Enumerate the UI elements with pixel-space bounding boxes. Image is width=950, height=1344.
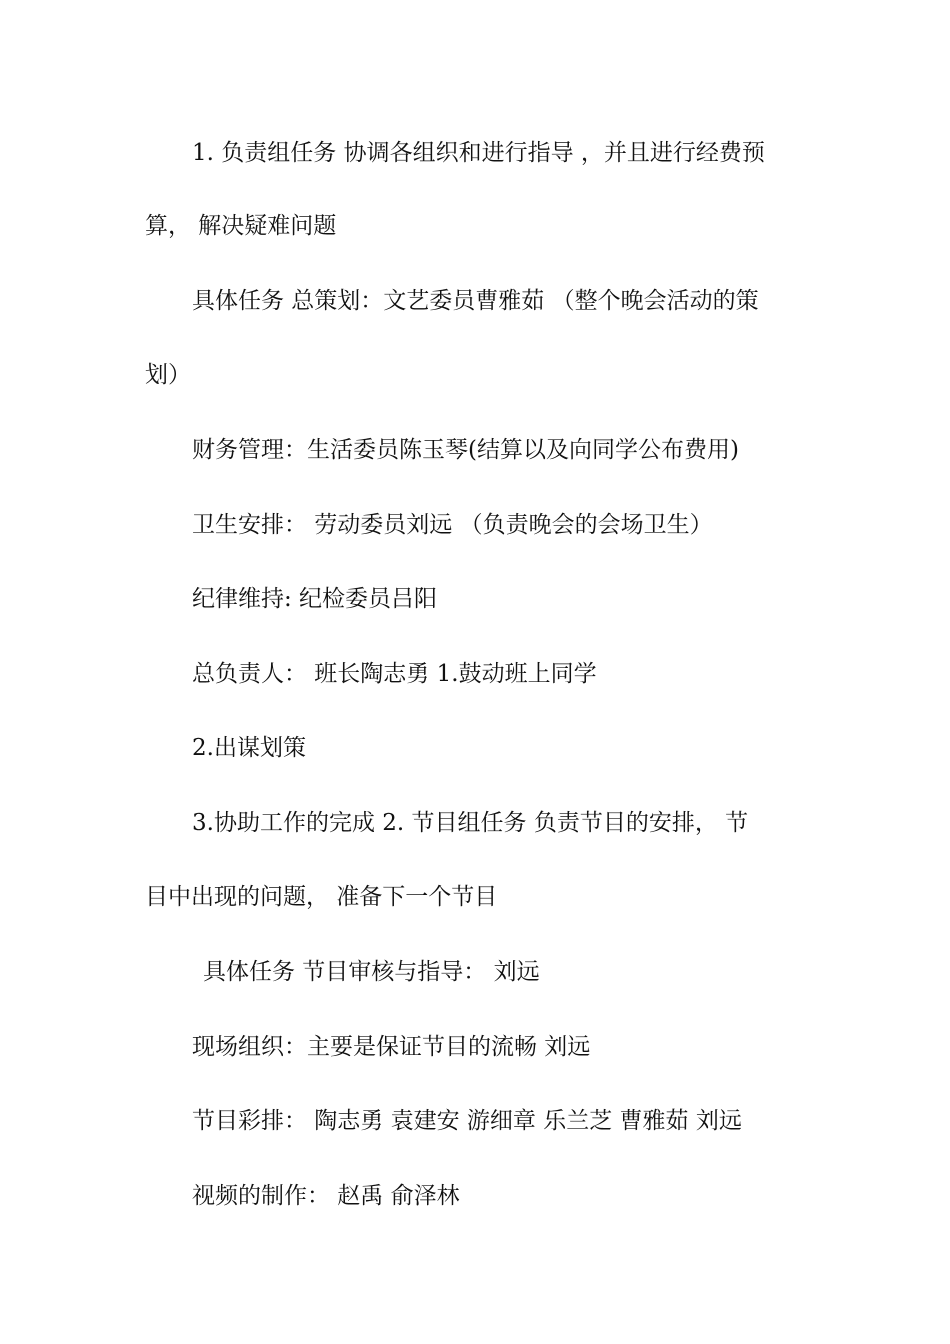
- paragraph-line: 纪律维持: 纪检委员吕阳: [192, 586, 438, 612]
- paragraph-line: 2.出谋划策: [192, 735, 306, 761]
- paragraph-line: 划）: [145, 362, 191, 388]
- paragraph-line: 现场组织：主要是保证节目的流畅 刘远: [192, 1034, 591, 1060]
- paragraph-line: 3.协助工作的完成 2. 节目组任务 负责节目的安排， 节: [192, 810, 749, 836]
- paragraph-line: 节目彩排： 陶志勇 袁建安 游细章 乐兰芝 曹雅茹 刘远: [192, 1108, 742, 1134]
- paragraph-line: 具体任务 节目审核与指导： 刘远: [203, 959, 540, 985]
- paragraph-line: 卫生安排： 劳动委员刘远 （负责晚会的会场卫生）: [192, 512, 713, 538]
- paragraph-line: 财务管理：生活委员陈玉琴(结算以及向同学公布费用): [192, 437, 739, 463]
- paragraph-line: 总负责人： 班长陶志勇 1.鼓动班上同学: [192, 661, 597, 687]
- paragraph-line: 目中出现的问题， 准备下一个节目: [145, 884, 498, 910]
- paragraph-line: 视频的制作： 赵禹 俞泽林: [192, 1183, 460, 1209]
- paragraph-line: 算， 解决疑难问题: [145, 213, 337, 239]
- paragraph-line: 1. 负责组任务 协调各组织和进行指导 ，并且进行经费预: [192, 140, 765, 166]
- paragraph-line: 具体任务 总策划：文艺委员曹雅茹 （整个晚会活动的策: [192, 288, 759, 314]
